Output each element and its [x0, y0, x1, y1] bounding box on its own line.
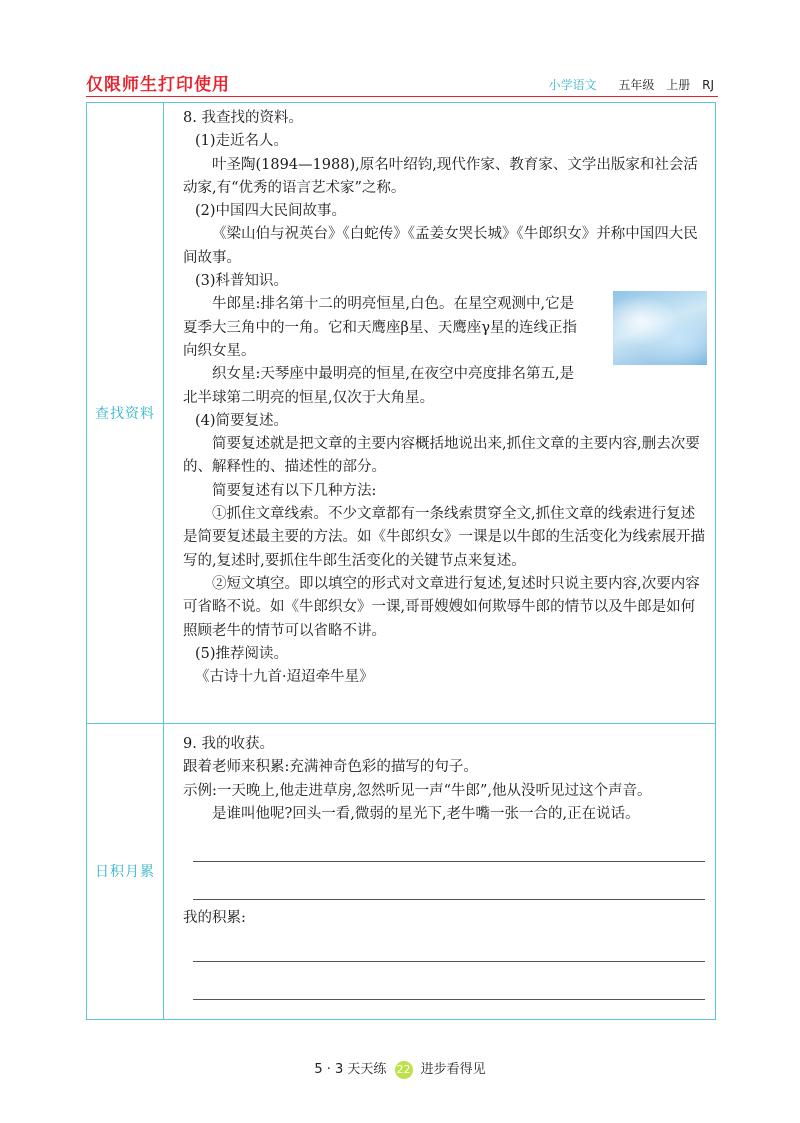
q9-example-1: 示例:一天晚上,他走进草房,忽然听见一声“牛郎”,他从没听见过这个声音。: [183, 782, 652, 799]
section-label-research: 查找资料: [87, 103, 164, 723]
q8-title: 8. 我查找的资料。: [183, 110, 303, 126]
answer-line-2[interactable]: [193, 899, 705, 900]
q8-part4-text4: ②短文填空。即以填空的形式对文章进行复述,复述时只说主要内容,次要内容可省略不说。如《牛郎织女》一课,哥哥嫂嫂如何欺辱牛郎的情节以及牛郎是如何照顾老牛的情节可以省略不讲。: [183, 575, 700, 639]
answer-line-4[interactable]: [193, 999, 705, 1000]
answer-line-3[interactable]: [193, 961, 705, 962]
starry-sky-image: [613, 291, 707, 365]
q8-part3-vega: 织女星:天琴座中最明亮的恒星,在夜空中亮度排名第五,是北半球第二明亮的恒星,仅次于大角星。: [183, 366, 575, 406]
footer-slogan: 进步看得见: [420, 1062, 486, 1077]
q8-part4-text3: ①抓住文章线索。不少文章都有一条线索贯穿全文,抓住文章的线索进行复述是简要复述最主要的方法。如《牛郎织女》一课是以牛郎的生活变化为线索展开描写的,复述时,要抓住牛郎生活变化的关键节点来复述。: [183, 506, 705, 569]
q8-part5-text: 《古诗十九首·迢迢牵牛星》: [195, 669, 374, 686]
watermark: 仅限师生打印使用: [86, 75, 230, 95]
q9-title: 9. 我的收获。: [183, 736, 274, 752]
subject: 小学语文: [548, 78, 597, 92]
volume: 上册: [666, 78, 691, 92]
q8-part2-text: 《梁山伯与祝英台》《白蛇传》《孟姜女哭长城》《牛郎织女》并称中国四大民间故事。: [183, 226, 698, 266]
q8-part3-altair: 牛郎星:排名第十二的明亮恒星,白色。在星空观测中,它是夏季大三角中的一角。它和天鹰座β星、天鹰座γ星的连线正指向织女星。: [183, 296, 578, 359]
header-meta: [541, 76, 714, 93]
section-label-accumulate: 日积月累: [87, 723, 164, 1019]
q9-mine: 我的积累:: [183, 910, 246, 926]
footer-brand: 5 · 3 天天练: [314, 1062, 387, 1077]
research-content: [183, 107, 705, 689]
q8-part1-text: 叶圣陶(1894—1988),原名叶绍钧,现代作家、教育家、文学出版家和社会活动家,有“优秀的语言艺术家”之称。: [183, 156, 698, 196]
grade: 五年级: [618, 78, 655, 92]
q9-intro: 跟着老师来积累:充满神奇色彩的描写的句子。: [183, 759, 478, 776]
accumulate-content: [183, 733, 705, 826]
q8-part1-title: (1)走近名人。: [195, 133, 289, 150]
q8-part4-text1: 简要复述就是把文章的主要内容概括地说出来,抓住文章的主要内容,删去次要的、解释性的、描述性的部分。: [183, 436, 700, 476]
answer-line-1[interactable]: [193, 861, 705, 862]
q9-example-2: 是谁叫他呢?回头一看,微弱的星光下,老牛嘴一张一合的,正在说话。: [212, 805, 640, 822]
footer: [0, 1058, 800, 1079]
q8-part4-text2: 简要复述有以下几种方法:: [212, 482, 377, 499]
q8-part2-title: (2)中国四大民间故事。: [195, 203, 347, 220]
my-accumulation: [183, 907, 705, 930]
page-number: 22: [395, 1061, 413, 1079]
exercise-table: [86, 102, 716, 1020]
header-rule: [86, 96, 718, 97]
q8-part4-title: (4)简要复述。: [195, 412, 289, 429]
row-divider: [87, 723, 715, 724]
q8-part5-title: (5)推荐阅读。: [195, 645, 289, 662]
q8-part3-title: (3)科普知识。: [195, 273, 289, 290]
edition: RJ: [702, 78, 714, 92]
